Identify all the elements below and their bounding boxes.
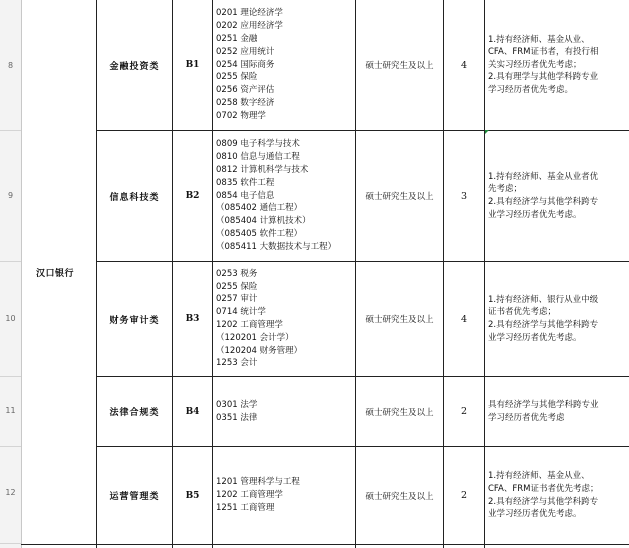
majors-cell[interactable]: [213, 133, 355, 259]
requirements-cell[interactable]: [485, 0, 629, 130]
code-cell[interactable]: B5: [185, 490, 200, 501]
majors-cell[interactable]: [213, 377, 355, 446]
requirement-line: 1.持有经济师、基金从业、: [488, 34, 590, 45]
requirements-cell[interactable]: [485, 447, 629, 544]
requirements-cell[interactable]: [485, 131, 629, 261]
requirement-line: 1.持有经济师、基金从业者优: [488, 171, 599, 182]
category-cell[interactable]: 运营管理类: [109, 492, 160, 502]
code-cell[interactable]: B4: [185, 406, 200, 417]
row-divider: [0, 543, 21, 544]
requirement-line: CFA、FRM证书者优先考虑；: [488, 483, 599, 494]
row-divider: [0, 130, 21, 131]
major-item: 0256 资产评估: [216, 85, 275, 96]
major-item: 0812 计算机科学与技术: [216, 165, 309, 175]
major-item: （085402 通信工程）: [216, 203, 303, 214]
requirement-line: 2.具有经济学与其他学科跨专: [488, 197, 599, 207]
row-number[interactable]: 10: [5, 314, 16, 323]
requirement-line: 具有经济学与其他学科跨专业: [488, 399, 599, 410]
row-number[interactable]: 9: [7, 191, 14, 200]
major-item: 0255 保险: [216, 72, 258, 83]
requirement-line: 学习经历者优先考虑: [488, 412, 565, 423]
row-number[interactable]: 12: [5, 488, 16, 497]
education-cell[interactable]: 硕士研究生及以上: [365, 491, 434, 502]
requirement-line: 先考虑；: [488, 184, 523, 195]
major-item: 0251 金融: [216, 34, 258, 44]
majors-cell[interactable]: [213, 265, 355, 373]
bank-name-cell[interactable]: 汉口银行: [36, 268, 75, 279]
requirement-line: 业学习经历者优先考虑。: [488, 332, 582, 343]
code-cell[interactable]: B1: [185, 60, 200, 70]
requirement-line: CFA、FRM证书者，有投行相: [488, 47, 599, 58]
education-cell[interactable]: 硕士研究生及以上: [365, 192, 434, 202]
major-item: 0810 信息与通信工程: [216, 152, 300, 163]
major-item: 0714 统计学: [216, 307, 266, 318]
requirement-line: 业学习经历者优先考虑。: [488, 509, 582, 520]
major-item: （120204 财务管理）: [216, 345, 303, 356]
count-cell[interactable]: 4: [460, 59, 468, 71]
major-item: 1202 工商管理学: [216, 490, 283, 501]
major-item: 0253 税务: [216, 268, 258, 279]
count-cell[interactable]: 2: [460, 490, 468, 501]
requirement-line: 2.具有经济学与其他学科跨专: [488, 496, 599, 507]
major-item: 0835 软件工程: [216, 177, 275, 188]
major-item: 0202 应用经济学: [216, 21, 283, 32]
major-item: 0201 理论经济学: [216, 8, 283, 19]
count-cell[interactable]: 4: [460, 313, 468, 325]
major-item: 0809 电子科学与技术: [216, 139, 300, 150]
code-cell[interactable]: B3: [185, 314, 200, 324]
count-cell[interactable]: 2: [460, 406, 468, 417]
row-border: [21, 544, 629, 545]
row-header-column: [0, 0, 22, 548]
requirement-line: 证书者优先考虑；: [488, 307, 557, 318]
requirement-line: 学习经历者优先考虑。: [488, 84, 574, 95]
major-item: （085404 计算机技术）: [216, 216, 311, 227]
majors-cell[interactable]: [213, 4, 355, 126]
major-item: 1202 工商管理学: [216, 320, 283, 330]
major-item: （120201 会计学）: [216, 332, 294, 343]
major-item: 1201 管理科学与工程: [216, 477, 300, 488]
major-item: （085405 软件工程）: [216, 228, 303, 239]
major-item: 0702 物理学: [216, 110, 266, 121]
row-number[interactable]: 11: [5, 406, 16, 415]
requirement-line: 2.具有理学与其他学科跨专业: [488, 72, 599, 83]
requirement-line: 2.具有经济学与其他学科跨专: [488, 320, 599, 330]
requirement-line: 1.持有经济师、银行从业中级: [488, 294, 599, 305]
major-item: 0351 法律: [216, 412, 258, 423]
major-item: 0258 数字经济: [216, 97, 275, 108]
category-cell[interactable]: 财务审计类: [109, 315, 160, 326]
row-divider: [0, 261, 21, 262]
major-item: 0257 审计: [216, 294, 258, 305]
education-cell[interactable]: 硕士研究生及以上: [365, 61, 434, 71]
count-cell[interactable]: 3: [460, 190, 468, 202]
row-divider: [0, 376, 21, 377]
row-divider: [0, 446, 21, 447]
major-item: 0301 法学: [216, 399, 258, 410]
requirement-line: 关实习经历者优先考虑；: [488, 59, 582, 70]
major-item: 0255 保险: [216, 281, 258, 292]
education-cell[interactable]: 硕士研究生及以上: [365, 407, 434, 418]
requirement-line: 1.持有经济师、基金从业、: [488, 471, 590, 482]
major-item: 1253 会计: [216, 358, 258, 369]
requirement-line: 业学习经历者优先考虑。: [488, 209, 582, 220]
row-number[interactable]: 8: [7, 61, 14, 70]
major-item: 0254 国际商务: [216, 59, 275, 70]
major-item: 1251 工商管理: [216, 502, 275, 513]
category-cell[interactable]: 信息科技类: [109, 192, 160, 203]
requirements-cell[interactable]: [485, 377, 629, 446]
education-cell[interactable]: 硕士研究生及以上: [365, 315, 434, 325]
major-item: 0252 应用统计: [216, 46, 275, 57]
category-cell[interactable]: 法律合规类: [109, 408, 160, 418]
code-cell[interactable]: B2: [185, 191, 200, 201]
requirements-cell[interactable]: [485, 262, 629, 376]
majors-cell[interactable]: [213, 447, 355, 544]
major-item: （085411 大数据技术与工程）: [216, 241, 337, 252]
category-cell[interactable]: 金融投资类: [109, 61, 160, 72]
major-item: 0854 电子信息: [216, 190, 275, 201]
